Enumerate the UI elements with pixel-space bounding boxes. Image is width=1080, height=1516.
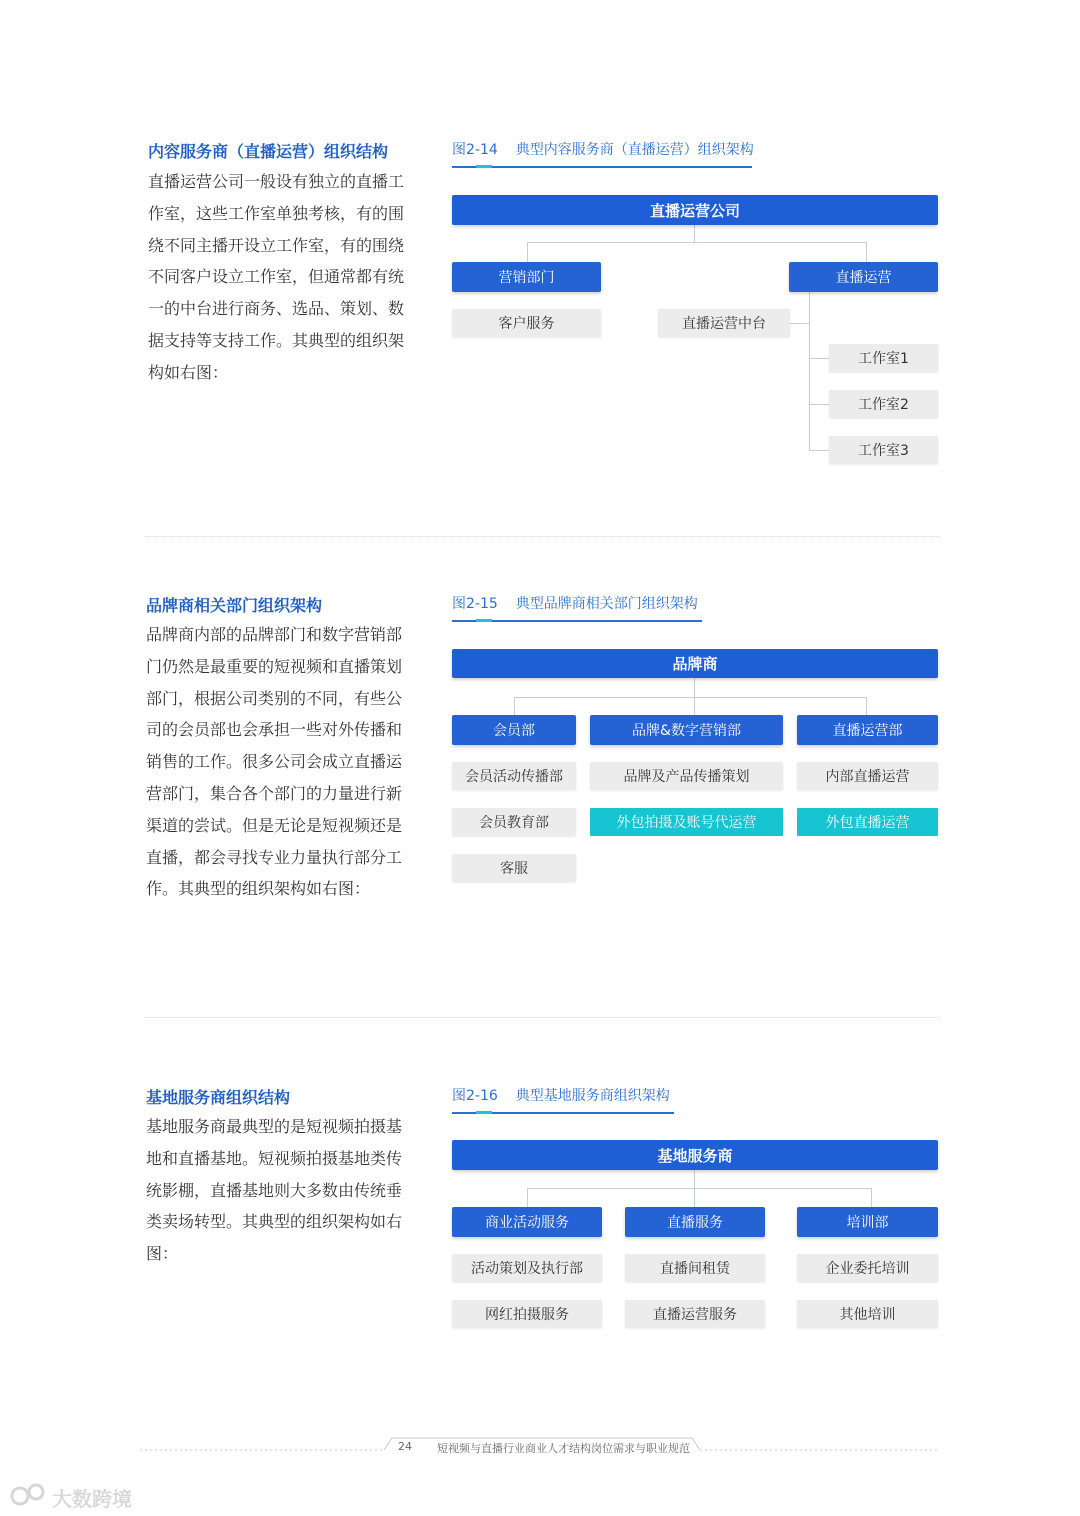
sub-node: 直播运营服务 <box>625 1300 765 1328</box>
section2-title: 品牌商相关部门组织架构 <box>146 596 323 615</box>
dept-node: 品牌&数字营销部 <box>590 715 783 745</box>
connector <box>866 242 867 262</box>
watermark-text: 大数跨境 <box>52 1487 132 1511</box>
connector <box>809 404 829 405</box>
studio-node: 工作室2 <box>829 390 938 418</box>
org-top-node: 直播运营公司 <box>452 195 938 225</box>
dept-node: 直播运营部 <box>797 715 938 745</box>
caption-accent <box>476 165 492 168</box>
connector <box>514 697 867 698</box>
sub-node: 直播运营中台 <box>658 309 790 337</box>
page-number: 24 <box>398 1440 412 1453</box>
connector <box>527 1188 872 1189</box>
connector <box>866 697 867 715</box>
connector <box>527 242 867 243</box>
connector <box>527 242 528 262</box>
outsourced-node: 外包直播运营 <box>797 808 938 836</box>
connector <box>527 1188 528 1207</box>
dept-node: 直播运营 <box>789 262 938 292</box>
dept-node: 培训部 <box>797 1207 938 1237</box>
studio-node: 工作室1 <box>829 344 938 372</box>
studio-node: 工作室3 <box>829 436 938 464</box>
footer-title: 短视频与直播行业商业人才结构岗位需求与职业规范 <box>437 1442 690 1455</box>
org-top-node: 品牌商 <box>452 649 938 678</box>
connector <box>809 292 810 451</box>
sub-node: 内部直播运营 <box>797 762 938 790</box>
figure-2-14-caption <box>452 139 754 159</box>
dept-node: 营销部门 <box>452 262 601 292</box>
figure-title: 典型内容服务商（直播运营）组织架构 <box>515 142 754 158</box>
section3-paragraph: 基地服务商最典型的是短视频拍摄基 地和直播基地。短视频拍摄基地类传 统影棚，直播基地则大多数由传统垂 类卖场转型。其典型的组织架构如右 图： <box>146 1117 403 1264</box>
figure-number: 图2-16 <box>452 1088 498 1104</box>
dept-node: 会员部 <box>452 715 576 745</box>
section1-paragraph: 直播运营公司一般设有独立的直播工 作室，这些工作室单独考核，有的围 绕不同主播开设立工作室，有的围绕 不同客户设立工作室，但通常都有统 一的中台进行商务、选品、策划、数 据支持等支持工作。其典型的组织架 构如右图： <box>148 172 405 382</box>
section3-title: 基地服务商组织结构 <box>146 1088 291 1107</box>
sub-node: 客服 <box>452 854 576 882</box>
figure-number: 图2-14 <box>452 142 498 158</box>
connector <box>694 225 695 243</box>
figure-title: 典型基地服务商组织架构 <box>515 1088 670 1104</box>
watermark-logo-icon <box>8 1480 50 1510</box>
figure-title: 典型品牌商相关部门组织架构 <box>515 596 698 612</box>
dept-node: 商业活动服务 <box>452 1207 602 1237</box>
sub-node: 直播间租赁 <box>625 1254 765 1282</box>
figure-2-15-caption <box>452 593 698 613</box>
section2-paragraph: 品牌商内部的品牌部门和数字营销部 门仍然是最重要的短视频和直播策划 部门，根据公司类别的不同，有些公 司的会员部也会承担一些对外传播和 销售的工作。很多公司会成立直播运 营部门，集合各个部门的力量进行新 渠道的尝试。但是无论是短视频还是 直播，都会寻找专业力量执行部分工 作。其典型的组织架构如右图： <box>146 625 403 899</box>
section-divider <box>145 1017 940 1018</box>
caption-underline <box>452 166 752 168</box>
sub-node: 网红拍摄服务 <box>452 1300 602 1328</box>
sub-node: 企业委托培训 <box>797 1254 938 1282</box>
connector <box>514 697 515 715</box>
sub-node: 会员活动传播部 <box>452 762 576 790</box>
sub-node: 会员教育部 <box>452 808 576 836</box>
dept-node: 直播服务 <box>625 1207 765 1237</box>
section-divider <box>145 536 940 537</box>
section1-title: 内容服务商（直播运营）组织结构 <box>148 142 389 161</box>
org-top-node: 基地服务商 <box>452 1140 938 1170</box>
caption-accent <box>476 619 492 622</box>
caption-accent <box>476 1111 492 1114</box>
sub-node: 活动策划及执行部 <box>452 1254 602 1282</box>
figure-2-16-caption <box>452 1085 670 1105</box>
connector <box>809 450 829 451</box>
outsourced-node: 外包拍摄及账号代运营 <box>590 808 783 836</box>
connector <box>871 1188 872 1207</box>
sub-node: 品牌及产品传播策划 <box>590 762 783 790</box>
connector <box>790 323 810 324</box>
figure-number: 图2-15 <box>452 596 498 612</box>
sub-node: 客户服务 <box>452 309 601 337</box>
connector <box>809 358 829 359</box>
sub-node: 其他培训 <box>797 1300 938 1328</box>
